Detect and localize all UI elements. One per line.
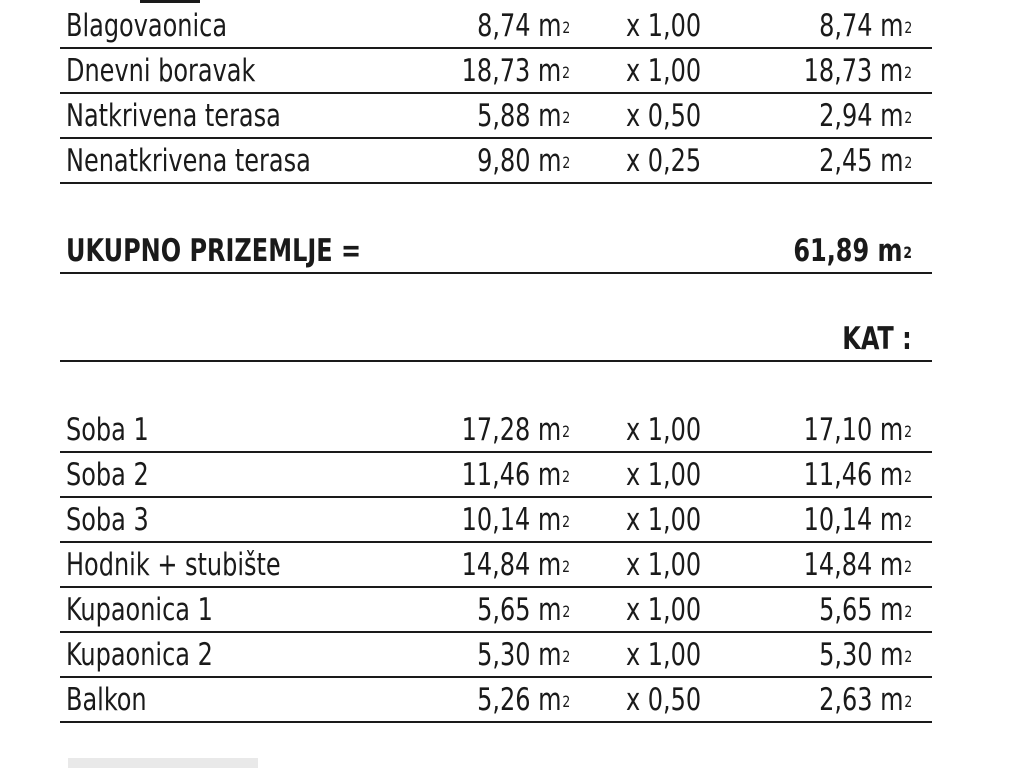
upper-floor-row	[60, 453, 932, 498]
ground-floor-row	[60, 94, 932, 139]
room-area: 17,28 $m^2$	[461, 412, 570, 448]
room-weighted-area: 10,14 $m^2$	[803, 502, 912, 538]
room-name: Hodnik + stubište	[66, 547, 281, 583]
floor-heading-row	[60, 318, 932, 362]
room-area: 11,46 $m^2$	[461, 457, 570, 493]
room-name: Dnevni boravak	[66, 53, 256, 89]
room-area: 5,26 $m^2$	[476, 682, 570, 718]
room-weighted-area: 2,63 $m^2$	[818, 682, 912, 718]
room-weighted-area: 18,73 $m^2$	[803, 53, 912, 89]
room-weighted-area: 11,46 $m^2$	[803, 457, 912, 493]
upper-floor-row	[60, 408, 932, 453]
room-name: Natkrivena terasa	[66, 98, 281, 134]
room-area: 14,84 $m^2$	[461, 547, 570, 583]
room-name: Soba 2	[66, 457, 149, 493]
room-area: 9,80 $m^2$	[476, 143, 570, 179]
room-coefficient: x 1,00	[626, 592, 702, 628]
room-area: 5,30 $m^2$	[476, 637, 570, 673]
ground-total-row	[60, 230, 932, 274]
cut-off-footer-fragment	[68, 758, 258, 768]
room-name: Blagovaonica	[66, 8, 228, 44]
room-coefficient: x 0,50	[626, 682, 702, 718]
room-coefficient: x 1,00	[626, 8, 702, 44]
room-coefficient: x 1,00	[626, 53, 702, 89]
room-coefficient: x 1,00	[626, 502, 702, 538]
room-name: Balkon	[66, 682, 147, 718]
room-name: Soba 3	[66, 502, 149, 538]
room-area: 5,88 $m^2$	[476, 98, 570, 134]
room-name: Nenatkrivena terasa	[66, 143, 311, 179]
floor-heading: KAT :	[842, 321, 912, 357]
room-coefficient: x 1,00	[626, 457, 702, 493]
ground-total-value: 61,89 $m^2$	[793, 233, 912, 269]
room-weighted-area: 2,45 $m^2$	[818, 143, 912, 179]
room-weighted-area: 2,94 $m^2$	[818, 98, 912, 134]
ground-floor-row	[60, 49, 932, 94]
room-weighted-area: 5,65 $m^2$	[818, 592, 912, 628]
room-weighted-area: 14,84 $m^2$	[803, 547, 912, 583]
room-weighted-area: 5,30 $m^2$	[818, 637, 912, 673]
upper-floor-row	[60, 498, 932, 543]
area-table	[60, 0, 932, 768]
upper-floor-row	[60, 588, 932, 633]
upper-floor-row	[60, 633, 932, 678]
room-area: 5,65 $m^2$	[476, 592, 570, 628]
room-area: 10,14 $m^2$	[461, 502, 570, 538]
cut-off-header-fragment	[140, 0, 200, 3]
ground-total-label: UKUPNO PRIZEMLJE =	[66, 233, 362, 269]
room-area: 18,73 $m^2$	[461, 53, 570, 89]
upper-floor-row	[60, 678, 932, 723]
room-coefficient: x 1,00	[626, 547, 702, 583]
room-weighted-area: 17,10 $m^2$	[803, 412, 912, 448]
room-name: Soba 1	[66, 412, 149, 448]
ground-floor-row	[60, 4, 932, 49]
room-area: 8,74 $m^2$	[476, 8, 570, 44]
room-coefficient: x 0,25	[626, 143, 702, 179]
room-coefficient: x 1,00	[626, 412, 702, 448]
room-name: Kupaonica 1	[66, 592, 213, 628]
room-coefficient: x 1,00	[626, 637, 702, 673]
ground-floor-row	[60, 139, 932, 184]
room-name: Kupaonica 2	[66, 637, 213, 673]
upper-floor-row	[60, 543, 932, 588]
room-coefficient: x 0,50	[626, 98, 702, 134]
room-weighted-area: 8,74 $m^2$	[818, 8, 912, 44]
